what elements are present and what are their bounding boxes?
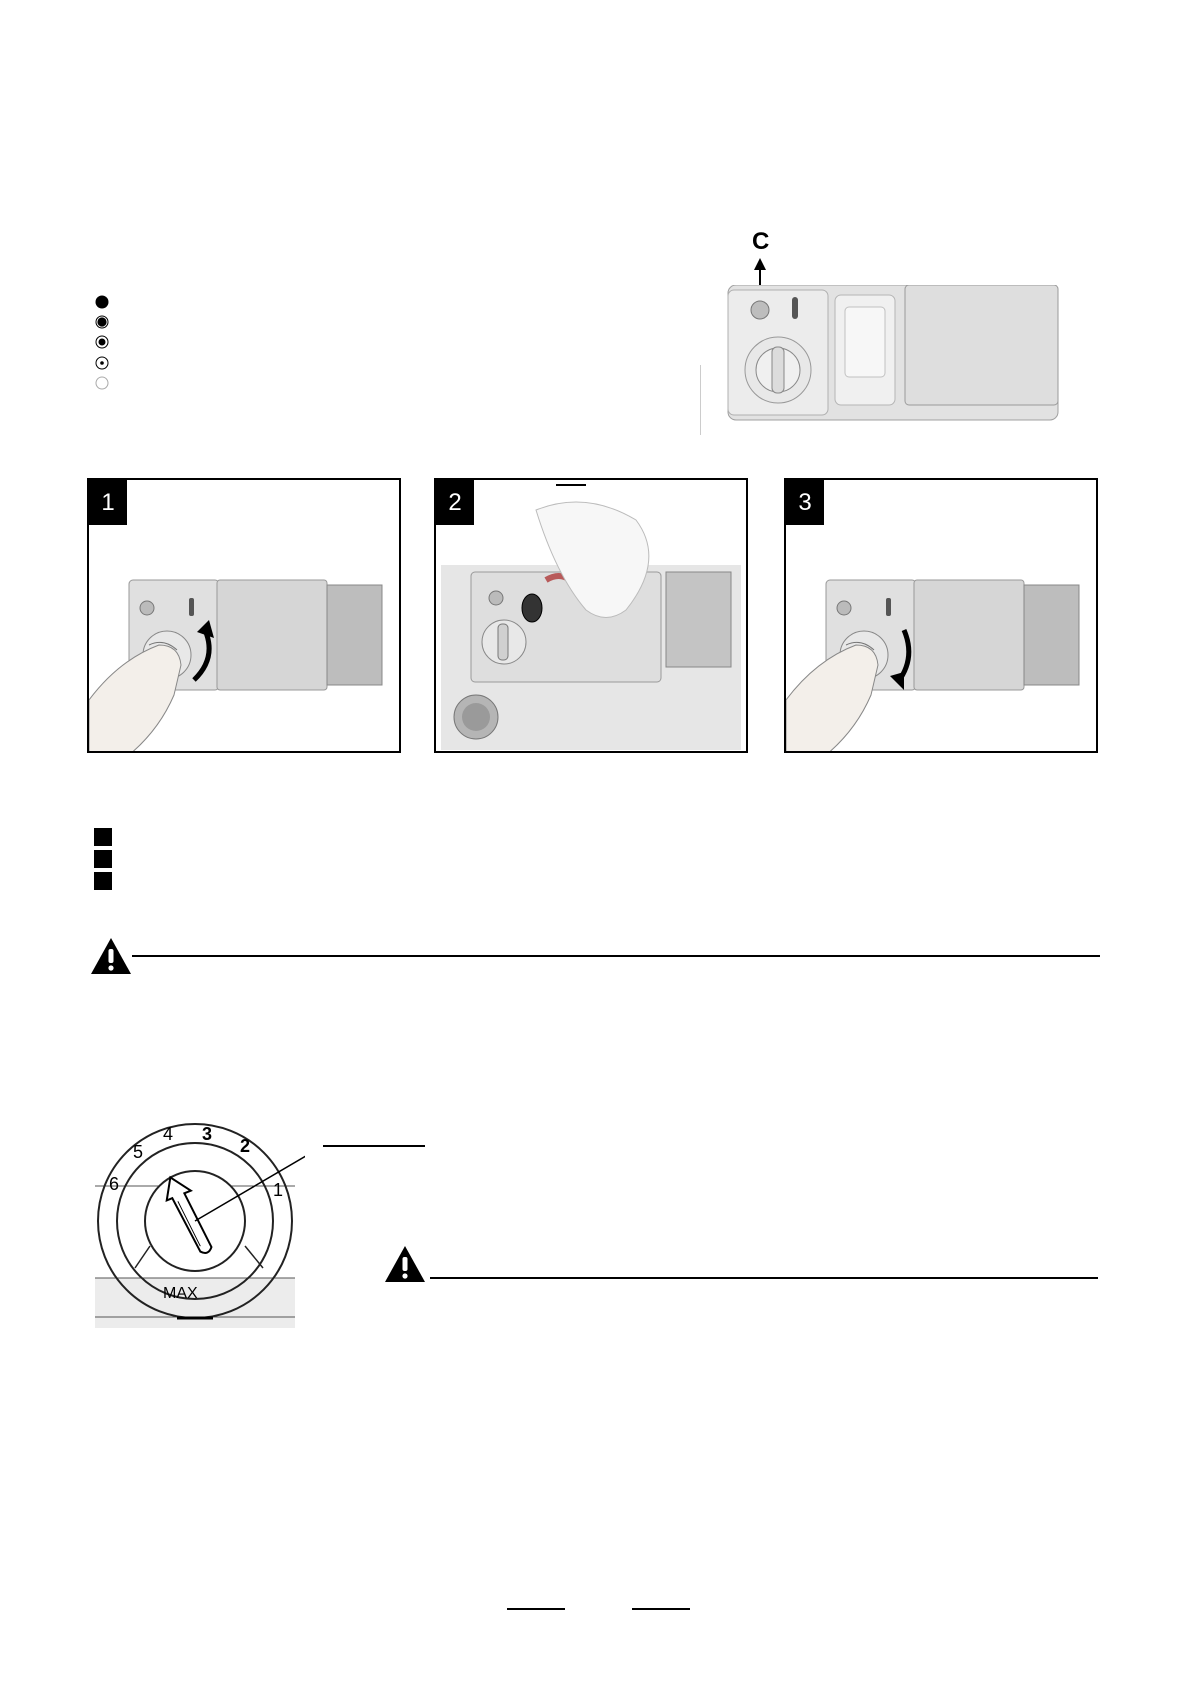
dispenser-photo <box>700 285 1060 435</box>
dial-number-3: 3 <box>202 1124 213 1144</box>
step-number: 3 <box>786 480 824 525</box>
dial-number-1: 1 <box>273 1180 284 1200</box>
step-3-illustration <box>786 480 1098 753</box>
indicator-full-icon <box>95 295 109 309</box>
dial-number-2: 2 <box>240 1136 251 1156</box>
indicator-half-icon <box>95 335 109 349</box>
dial-illustration <box>95 1118 305 1328</box>
dial-number-5: 5 <box>133 1142 144 1162</box>
indicator-quarter-icon <box>95 356 109 370</box>
warning-divider <box>132 955 1100 957</box>
list-marker <box>94 872 112 890</box>
label-c: C <box>752 228 770 255</box>
step-number: 1 <box>89 480 127 525</box>
dial-callout-line <box>323 1145 425 1147</box>
list-marker <box>94 828 112 846</box>
dial-number-6: 6 <box>109 1174 120 1194</box>
warning-icon <box>90 937 132 975</box>
dial-number-4: 4 <box>163 1124 174 1144</box>
indicator-empty-icon <box>95 376 109 390</box>
warning-divider <box>430 1277 1098 1279</box>
warning-icon <box>384 1245 426 1283</box>
indicator-three-quarter-icon <box>95 315 109 329</box>
step-panel-1 <box>87 478 401 753</box>
step-1-illustration <box>89 480 401 753</box>
footer-rule <box>632 1608 690 1610</box>
step-panel-3 <box>784 478 1098 753</box>
step-number: 2 <box>436 480 474 525</box>
list-marker <box>94 850 112 868</box>
dial-max-label: MAX <box>163 1285 198 1302</box>
step-panel-2 <box>434 478 748 753</box>
footer-rule <box>507 1608 565 1610</box>
step-2-illustration <box>436 480 748 753</box>
